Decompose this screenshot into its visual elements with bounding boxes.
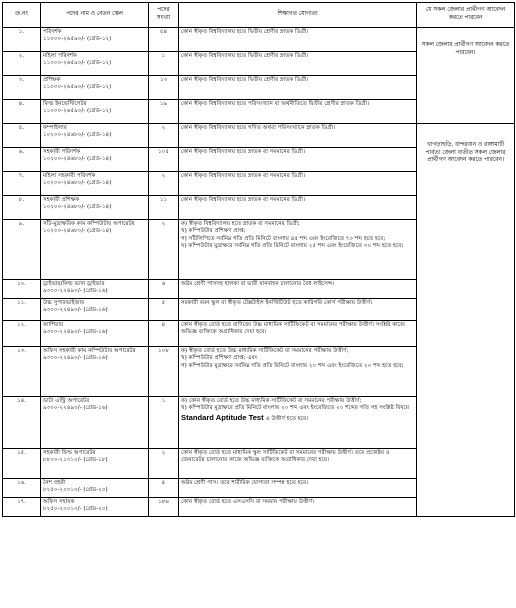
qualification-cell <box>179 124 417 148</box>
post-name: ডাটা এন্ট্রি অপারেটর <box>43 398 90 404</box>
post-cell <box>41 172 149 196</box>
post-name: উচ্চ সুপারভাইজার <box>43 300 85 306</box>
pay-scale: ৯৩০০-২২৪৯০/- (গ্রেড-১৬) <box>43 405 108 412</box>
post-cell <box>41 124 149 148</box>
post-count-cell: ১০৫ <box>149 148 179 172</box>
qualification-cell <box>179 449 417 479</box>
qualification-line: গ) কম্পিউটার মুদ্রাক্ষরে সর্বনিম্ন গতি প্রতি মিনিটে বাংলায় ২০ শব্দ এবং ইংরেজিতে ২০ শব্দ হতে হবে। <box>181 362 404 369</box>
qualification-line: সরকারী বয়ন স্কুল বা স্বীকৃত টেক্সটাইল ইনস্টিটিউট হতে কারিগরি কোর্স পরীক্ষায় উত্তীর্ণ। <box>181 300 373 306</box>
header-qualification: শিক্ষাগত যোগ্যতা <box>179 3 417 28</box>
qualification-line: গ) সাঁটলিপিতে সর্বনিম্ন গতি প্রতি মিনিটে বাংলায় ৪৫ শব্দ এবং ইংরেজিতে ৭০ শব্দ হতে হবে; <box>181 235 386 242</box>
qualification-line: ক) স্বীকৃত বিশ্ববিদ্যালয় হতে স্নাতক বা সমমানের ডিগ্রী; <box>181 221 300 227</box>
post-cell <box>41 299 149 321</box>
eligible-cell-except-hill <box>417 124 515 517</box>
qualification-cell <box>179 347 417 397</box>
post-count-cell: ২ <box>149 124 179 148</box>
serial-cell: ৯. <box>3 220 41 280</box>
header-count: পদের সংখ্যা <box>149 3 179 28</box>
post-cell <box>41 76 149 100</box>
post-name: অফিস সহকারী কাম কম্পিউটার অপারেটর <box>43 348 136 354</box>
qualification-cell <box>179 28 417 52</box>
serial-cell: ৮. <box>3 196 41 220</box>
post-cell <box>41 28 149 52</box>
qualification-line: কোন স্বীকৃত বিশ্ববিদ্যালয় হতে স্নাতক বা সমমানের ডিগ্রী। <box>181 149 306 155</box>
qualification-line: খ) কম্পিউটার প্রশিক্ষণ প্রাপ্ত; এবং <box>181 355 258 362</box>
post-cell <box>41 449 149 479</box>
pay-scale: ১০২০০-২৪৬৮০/- (গ্রেড-১৪) <box>43 180 112 187</box>
post-name: সহকারী ফিল্ড অপারেটর <box>43 450 96 456</box>
post-count-cell: ১০৮ <box>149 347 179 397</box>
qualification-line: কোন স্বীকৃত বোর্ড হতে মাধ্যমিক স্কুল সার্টিফিকেট বা সমমানের পরীক্ষায় উত্তীর্ণ। তবে প্রজেক্টর ও জেনারেটর চালানোর কাজে অভিজ্ঞ ব্যক্তিকে অগ্রাধিকার দেয়া হবে। <box>181 450 390 464</box>
pay-scale: ১১০০০-২৬৫৯০/- (গ্রেড-১২) <box>43 84 112 91</box>
serial-cell: ১৪. <box>3 397 41 449</box>
pay-scale: ১০২০০-২৪৬৮০/- (গ্রেড-১৪) <box>43 228 112 235</box>
serial-cell: ৩. <box>3 76 41 100</box>
serial-cell: ২. <box>3 52 41 76</box>
post-count-cell: ১৯ <box>149 100 179 124</box>
qualification-cell <box>179 172 417 196</box>
qualification-cell <box>179 299 417 321</box>
pay-scale: ১১০০০-২৬৫৯০/- (গ্রেড-১২) <box>43 36 112 43</box>
table-row <box>3 28 515 52</box>
qualification-cell <box>179 76 417 100</box>
post-count-cell: ১ <box>149 52 179 76</box>
pay-scale: ১১০০০-২৬৫৯০/- (গ্রেড-১২) <box>43 60 112 67</box>
post-name: পরিদর্শক <box>43 29 62 35</box>
serial-cell: ১১. <box>3 299 41 321</box>
post-count-cell: ২ <box>149 220 179 280</box>
post-count-cell: ৪ <box>149 479 179 498</box>
qualification-line: ক) স্বীকৃত বোর্ড হতে উচ্চ মাধ্যমিক সার্টিফিকেট বা সমমানের পরীক্ষায় উত্তীর্ণ; <box>181 348 349 354</box>
pay-scale: ৯৩০০-২২৪৯০/- (গ্রেড-১৬) <box>43 355 108 362</box>
post-cell <box>41 397 149 449</box>
qualification-cell <box>179 498 417 517</box>
serial-cell: ১২. <box>3 321 41 347</box>
aptitude-test-label: Standard Aptitude Test <box>181 412 264 422</box>
header-post: পদের নাম ও বেতন স্কেল <box>41 3 149 28</box>
post-name: মহিলা সহকারী পরিদর্শক <box>43 173 96 179</box>
qualification-cell <box>179 52 417 76</box>
post-name: প্রশিক্ষক <box>43 77 61 83</box>
post-cell <box>41 196 149 220</box>
serial-cell: ১৭. <box>3 498 41 517</box>
qualification-cell <box>179 196 417 220</box>
eligible-text: খাগড়াছড়ি, বান্দরবান ও রাঙ্গামাটি পার্বত্য জেলা ব্যতীত সকল জেলার প্রার্থীগণ আবেদন করতে পারবেন। <box>425 142 506 164</box>
pay-scale: ১০২০০-২৪৬৮০/- (গ্রেড-১৪) <box>43 132 112 139</box>
serial-cell: ১. <box>3 28 41 52</box>
post-count-cell: ২ <box>149 172 179 196</box>
qualification-line: কোন স্বীকৃত বিশ্ববিদ্যালয় হতে দ্বিতীয় শ্রেণীর স্নাতক ডিগ্রী। <box>181 29 309 35</box>
post-count-cell: ১ <box>149 397 179 449</box>
qualification-line: খ) কম্পিউটার প্রশিক্ষণ প্রাপ্ত; <box>181 228 246 235</box>
post-cell <box>41 148 149 172</box>
post-cell <box>41 220 149 280</box>
post-name: ফিল্ড ইনভেস্টিগেটর <box>43 101 87 107</box>
qualification-line: অষ্টম শ্রেণী পাস। তবে শারীরিক যোগ্যতা সম্পন্ন হতে হবে। <box>181 480 308 486</box>
table-row <box>3 124 515 148</box>
eligible-text: সকল জেলার প্রার্থীগণ আবেদন করতে পারবেন। <box>421 42 510 56</box>
pay-scale: ৯৩০০-২২৪৯০/- (গ্রেড-১৬) <box>43 329 108 336</box>
post-name: ক্যাশিয়ার <box>43 322 64 328</box>
qualification-line: কোন স্বীকৃত বোর্ড হতে বাণিজ্যে উচ্চ মাধ্যমিক সার্টিফিকেট বা সমমানের পরীক্ষায় উত্তীর্ণ। সংশ্লিষ্ট কাজে অভিজ্ঞ ব্যক্তিকে অগ্রাধিকার দেয়া হবে। <box>181 322 405 336</box>
post-count-cell: ৫ <box>149 299 179 321</box>
post-cell <box>41 321 149 347</box>
qualification-cell <box>179 280 417 299</box>
pay-scale: ৮৮০০-২১৩১০/- (গ্রেড-১৮) <box>43 457 108 464</box>
post-name: সহকারী প্রশিক্ষক <box>43 197 80 203</box>
post-name: মহিলা পরিদর্শক <box>43 53 77 59</box>
serial-cell: ১৩. <box>3 347 41 397</box>
post-name: কম্পাইলার <box>43 125 67 131</box>
post-name: সহকারী পরিদর্শক <box>43 149 81 155</box>
post-count-cell: ৫৪ <box>149 28 179 52</box>
serial-cell: ১০. <box>3 280 41 299</box>
pay-scale: ৮২৫০-২০০১০/- (গ্রেড-২০) <box>43 487 108 494</box>
pay-scale: ১০২০০-২৪৬৮০/- (গ্রেড-১৪) <box>43 156 112 163</box>
qualification-line: কোন স্বীকৃত বিশ্ববিদ্যালয় হতে দ্বিতীয় শ্রেণীর স্নাতক ডিগ্রী। <box>181 77 309 83</box>
qualification-cell <box>179 321 417 347</box>
qualification-line: কোন স্বীকৃত বিশ্ববিদ্যালয় হতে স্নাতক বা সমমানের ডিগ্রী। <box>181 197 306 203</box>
qualification-cell <box>179 397 417 449</box>
pay-scale: ১১০০০-২৬৫৯০/- (গ্রেড-১২) <box>43 108 112 115</box>
post-count-cell: ২ <box>149 449 179 479</box>
qualification-line: ক) কোন স্বীকৃত বোর্ড হতে উচ্চ মাধ্যমিক সার্টিফিকেট বা সমমানের পরীক্ষায় উত্তীর্ণ; <box>181 398 362 404</box>
serial-cell: ৬. <box>3 148 41 172</box>
serial-cell: ৪. <box>3 100 41 124</box>
post-name: অফিস সহায়ক <box>43 499 75 505</box>
serial-cell: ৭. <box>3 172 41 196</box>
qualification-line: খ) কম্পিউটার মুদ্রাক্ষরে প্রতি মিনিটে বাংলায় ২০ শব্দ এবং ইংরেজিতে ২০ শব্দের গতি সহ সংশ্লিষ্ট বিষয়ে <box>181 405 410 412</box>
qualification-line: কোন স্বীকৃত বিশ্ববিদ্যালয় হতে গণিত অথবা পরিসংখ্যানে স্নাতক ডিগ্রী। <box>181 125 336 131</box>
post-count-cell: ৪ <box>149 321 179 347</box>
qualification-line: অষ্টম শ্রেণী পাসসহ হালকা বা ভারী যানবাহন চালানোর বৈধ লাইসেন্স। <box>181 281 335 287</box>
post-cell <box>41 52 149 76</box>
pay-scale: ১০২০০-২৪৬৮০/- (গ্রেড-১৪) <box>43 204 112 211</box>
serial-cell: ১৫. <box>3 449 41 479</box>
post-cell <box>41 479 149 498</box>
header-serial: ক্র.নং <box>3 3 41 28</box>
qualification-line: কোন স্বীকৃত বিশ্ববিদ্যালয় হতে দ্বিতীয় শ্রেণীর স্নাতক ডিগ্রী। <box>181 53 309 59</box>
qualification-line: কোন স্বীকৃত বিশ্ববিদ্যালয় হতে পরিসংখ্যান বা অর্থনীতিতে দ্বিতীয় শ্রেণীর স্নাতক ডিগ্রী। <box>181 101 370 107</box>
qualification-line: কোন স্বীকৃত বোর্ড হতে এসএসসি বা সমমান পরীক্ষায় উত্তীর্ণ। <box>181 499 315 505</box>
qualification-line: ঘ) কম্পিউটার মুদ্রাক্ষরে সর্বনিম্ন গতি প্রতি মিনিটে বাংলায় ২৫ শব্দ এবং ইংরেজিতে ৩০ শব্দ হতে হবে। <box>181 243 404 250</box>
serial-cell: ১৬. <box>3 479 41 498</box>
pay-scale: ৯৩০০-২২৪৯০/- (গ্রেড-১৬) <box>43 288 108 295</box>
post-cell <box>41 280 149 299</box>
post-count-cell: ১৮৬ <box>149 498 179 517</box>
post-cell <box>41 347 149 397</box>
header-eligible: যে সকল জেলার প্রার্থীগণ আবেদন করতে পারবেন <box>417 3 515 28</box>
qualification-cell <box>179 148 417 172</box>
qualification-cell <box>179 220 417 280</box>
eligible-cell-all <box>417 28 515 124</box>
post-count-cell: ১৩ <box>149 76 179 100</box>
pay-scale: ৯৩০০-২২৪৯০/- (গ্রেড-১৬) <box>43 307 108 314</box>
post-cell <box>41 498 149 517</box>
recruitment-table <box>2 2 515 517</box>
header-row <box>3 3 515 28</box>
post-count-cell: ৬ <box>149 280 179 299</box>
post-cell <box>41 100 149 124</box>
qualification-cell <box>179 479 417 498</box>
qualification-cell <box>179 100 417 124</box>
post-name: ড্রাইভার/কিল্ড ভ্যান ড্রাইভার <box>43 281 105 287</box>
pay-scale: ৮২৫০-২০০১০/- (গ্রেড-২০) <box>43 506 108 513</box>
aptitude-test-tail: এ উত্তীর্ণ হতে হবে। <box>265 415 309 422</box>
serial-cell: ৫. <box>3 124 41 148</box>
post-name: নৈশ প্রহরী <box>43 480 66 486</box>
qualification-line: কোন স্বীকৃত বিশ্ববিদ্যালয় হতে স্নাতক বা সমমানের ডিগ্রী। <box>181 173 306 179</box>
post-name: সাঁট-মুদ্রাক্ষরিক কাম কম্পিউটার অপারেটর <box>43 221 135 227</box>
post-count-cell: ১১ <box>149 196 179 220</box>
